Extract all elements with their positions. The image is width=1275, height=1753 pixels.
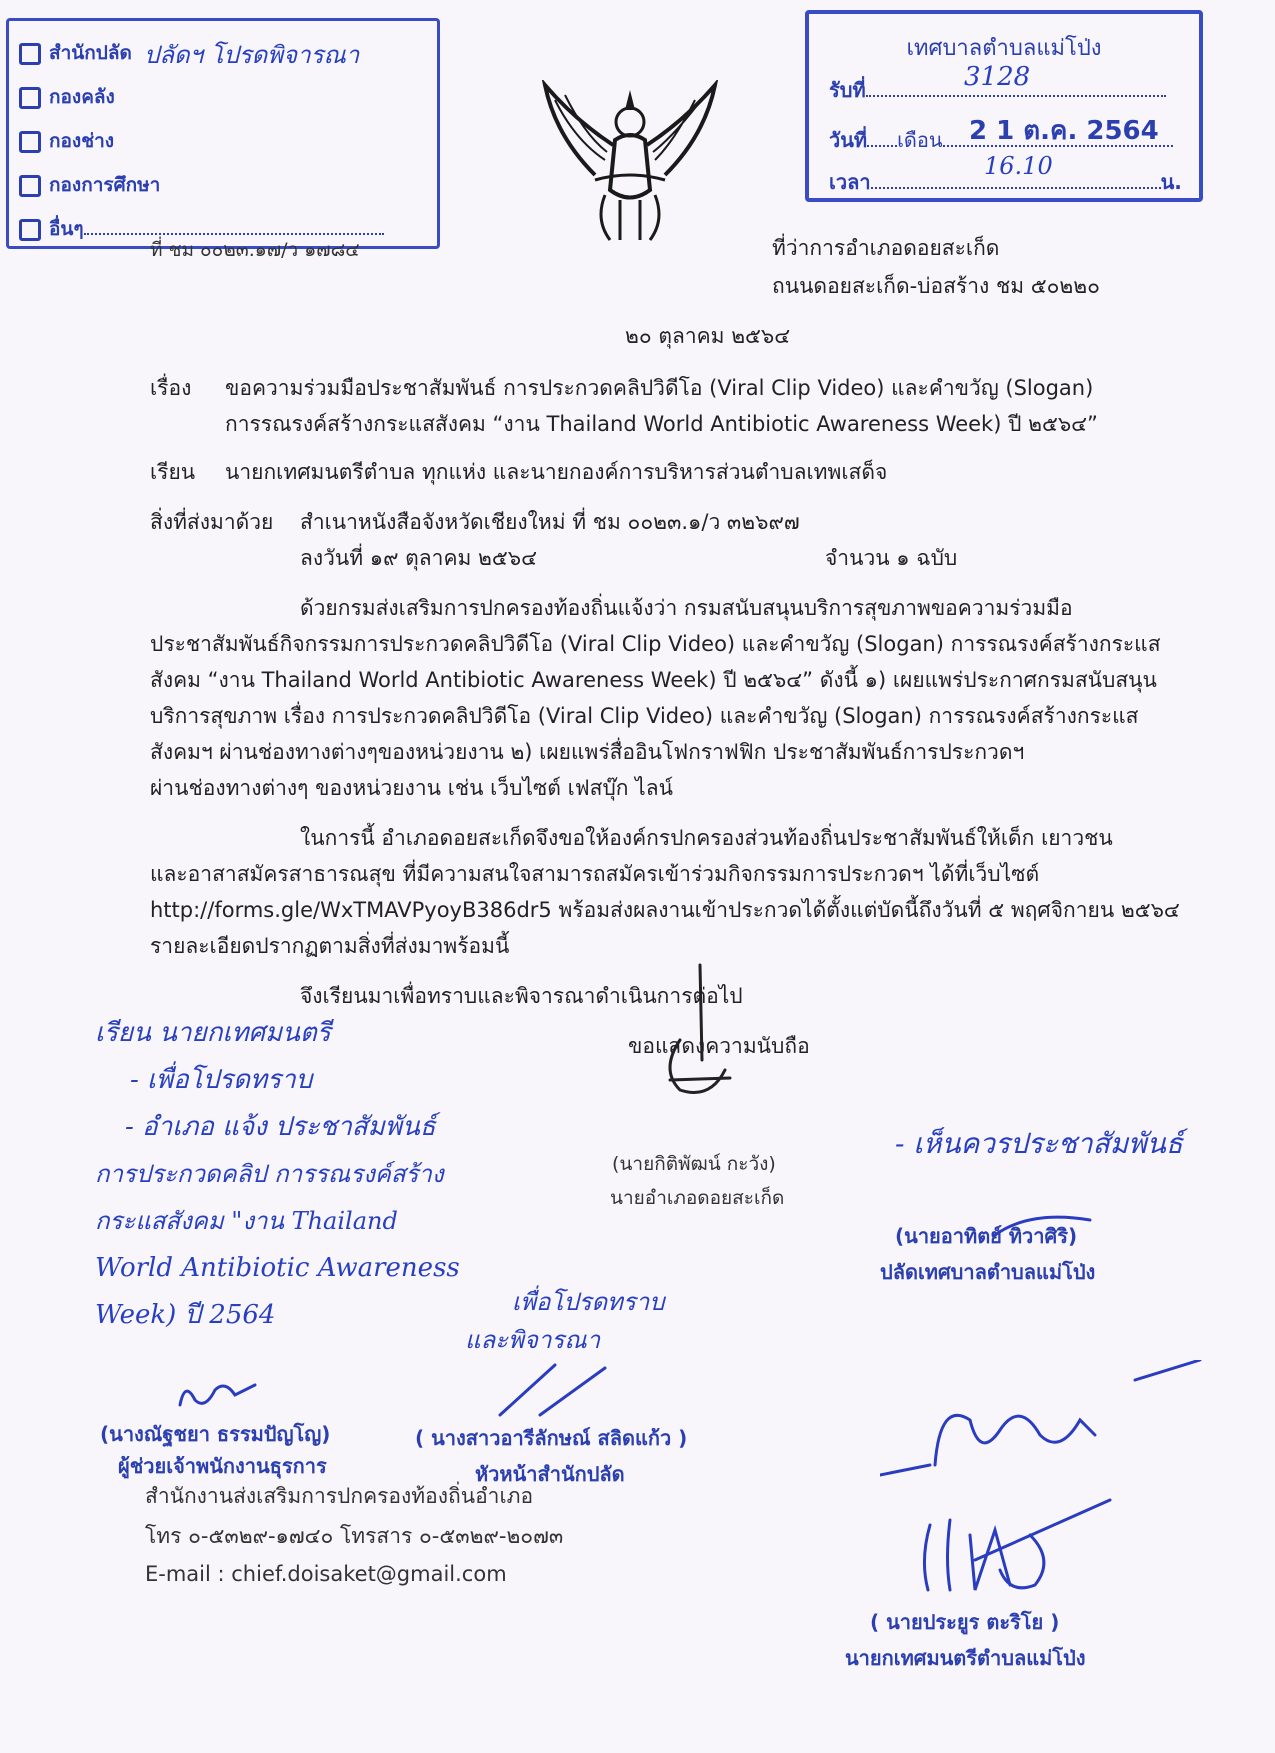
subject-line-1: ขอความร่วมมือประชาสัมพันธ์ การประกวดคลิปวิดีโอ (Viral Clip Video) และคำขวัญ (Slogan) bbox=[225, 376, 1094, 400]
left-signer-title: ผู้ช่วยเจ้าพนักงานธุรการ bbox=[118, 1454, 327, 1478]
left-signature bbox=[175, 1375, 265, 1415]
para-line: รายละเอียดปรากฏตามสิ่งที่ส่งมาพร้อมนี้ bbox=[150, 934, 510, 958]
encl-line-2: ลงวันที่ ๑๙ ตุลาคม ๒๕๖๔ bbox=[300, 546, 537, 570]
issuer-address-2: ถนนดอยสะเก็ด-บ่อสร้าง ชม ๕๐๒๒๐ bbox=[772, 274, 1100, 298]
checkbox-icon bbox=[19, 219, 41, 241]
mid-note-line: เพื่อโปรดทราบ bbox=[512, 1288, 665, 1316]
month-label: เดือน bbox=[897, 128, 943, 152]
routing-item: กองการศึกษา bbox=[19, 163, 384, 207]
to-text: นายกเทศมนตรีตำบล ทุกแห่ง และนายกองค์การบริหารส่วนตำบลเทพเสด็จ bbox=[225, 460, 888, 484]
para-line: และอาสาสมัครสาธารณสุข ที่มีความสนใจสามารถสมัครเข้าร่วมกิจกรรมการประกวดฯ ได้ที่เว็บไซต์ bbox=[150, 862, 1040, 886]
phone: โทร ๐-๕๓๒๙-๑๗๔๐ โทรสาร ๐-๕๓๒๙-๒๐๗๓ bbox=[145, 1524, 564, 1548]
receipt-stamp bbox=[805, 10, 1203, 202]
email: E-mail : chief.doisaket@gmail.com bbox=[145, 1562, 507, 1586]
para-line: ในการนี้ อำเภอดอยสะเก็ดจึงขอให้องค์กรปกครองส่วนท้องถิ่นประชาสัมพันธ์ให้เด็ก เยาวชน bbox=[300, 826, 1113, 850]
left-signer-name: (นางณัฐชยา ธรรมปัญโญ) bbox=[100, 1422, 331, 1446]
ref-no: ที่ ชม ๐๐๒๓.๑๗/ว ๑๗๘๔ bbox=[150, 239, 360, 261]
routing-item: สำนักปลัด bbox=[19, 31, 384, 75]
time-label: เวลา bbox=[829, 170, 871, 194]
office: สำนักงานส่งเสริมการปกครองท้องถิ่นอำเภอ bbox=[145, 1484, 534, 1508]
right-note: - เห็นควรประชาสัมพันธ์ bbox=[895, 1127, 1183, 1160]
paragraph-2 bbox=[150, 820, 1180, 964]
note-line: Week) ปี 2564 bbox=[95, 1300, 276, 1330]
para-line: บริการสุขภาพ เรื่อง การประกวดคลิปวิดีโอ (Viral Clip Video) และคำขวัญ (Slogan) การรณรงค์สร้างกระแส bbox=[150, 704, 1139, 728]
checkbox-icon bbox=[19, 175, 41, 197]
para-line: สังคมฯ ผ่านช่องทางต่างๆของหน่วยงาน ๒) เผยแพร่สื่ออินโฟกราฟฟิก ประชาสัมพันธ์การประกวดฯ bbox=[150, 740, 1025, 764]
garuda-emblem bbox=[535, 80, 725, 250]
encl-line-1: สำเนาหนังสือจังหวัดเชียงใหม่ ที่ ชม ๐๐๒๓.๑/ว ๓๒๖๙๗ bbox=[300, 510, 800, 534]
time-value: 16.10 bbox=[984, 152, 1053, 180]
routing-stamp bbox=[6, 18, 440, 249]
receipt-org: เทศบาลตำบลแม่โป่ง bbox=[906, 36, 1102, 61]
mid-signer-title: หัวหน้าสำนักปลัด bbox=[475, 1462, 625, 1486]
para-line: สังคม “งาน Thailand World Antibiotic Awareness Week) ปี ๒๕๖๔” ดังนี้ ๑) เผยแพร่ประกาศกรมสนับสนุน bbox=[150, 668, 1157, 692]
checkbox-icon bbox=[19, 131, 41, 153]
subject-line-2: การรณรงค์สร้างกระแสสังคม “งาน Thailand World Antibiotic Awareness Week) ปี ๒๕๖๔” bbox=[225, 412, 1098, 436]
regards: ขอแสดงความนับถือ bbox=[628, 1034, 810, 1058]
routing-handwritten: ปลัดฯ โปรดพิจารณา bbox=[144, 41, 360, 69]
mayor-signature bbox=[880, 1360, 1210, 1620]
note-line: เรียน นายกเทศมนตรี bbox=[95, 1018, 331, 1048]
date-label: วันที่ bbox=[829, 128, 868, 152]
time-suffix: น. bbox=[1160, 170, 1182, 194]
note-line: - อำเภอ แจ้ง ประชาสัมพันธ์ bbox=[125, 1112, 436, 1142]
received-no: 3128 bbox=[964, 62, 1031, 92]
note-line: - เพื่อโปรดทราบ bbox=[130, 1065, 313, 1095]
checkbox-icon bbox=[19, 43, 41, 65]
signer-signature bbox=[640, 960, 760, 1140]
note-line: กระแสสังคม "งาน Thailand bbox=[95, 1207, 398, 1235]
note-line: การประกวดคลิป การรณรงค์สร้าง bbox=[95, 1160, 444, 1188]
right-signer-name: (นายอาทิตย์ ทิวาศิริ) bbox=[895, 1224, 1078, 1248]
to-label: เรียน bbox=[150, 460, 196, 484]
letter-date: ๒๐ ตุลาคม ๒๕๖๔ bbox=[625, 324, 791, 348]
date-value: 2 1 ต.ค. 2564 bbox=[969, 116, 1159, 146]
note-line: World Antibiotic Awareness bbox=[95, 1253, 460, 1283]
routing-item: กองช่าง bbox=[19, 119, 384, 163]
mid-signer-name: ( นางสาวอารีลักษณ์ สลิดแก้ว ) bbox=[415, 1426, 688, 1450]
mid-note-line: และพิจารณา bbox=[465, 1326, 601, 1354]
issuer-address-1: ที่ว่าการอำเภอดอยสะเก็ด bbox=[772, 236, 1000, 260]
mayor-signer-title: นายกเทศมนตรีตำบลแม่โป่ง bbox=[845, 1646, 1086, 1670]
closing: จึงเรียนมาเพื่อทราบและพิจารณาดำเนินการต่อไป bbox=[300, 984, 743, 1008]
encl-label: สิ่งที่ส่งมาด้วย bbox=[150, 510, 274, 534]
para-line: http://forms.gle/WxTMAVPyoyB386dr5 พร้อมส่งผลงานเข้าประกวดได้ตั้งแต่บัดนี้ถึงวันที่ ๕ พฤศจิกายน ๒๕๖๔ bbox=[150, 898, 1180, 922]
para-line: ด้วยกรมส่งเสริมการปกครองท้องถิ่นแจ้งว่า กรมสนับสนุนบริการสุขภาพขอความร่วมมือ bbox=[300, 596, 1073, 620]
mayor-signer-name: ( นายประยูร ตะริโย ) bbox=[870, 1610, 1060, 1634]
paragraph-1 bbox=[150, 590, 1161, 806]
encl-count: จำนวน ๑ ฉบับ bbox=[825, 546, 958, 570]
right-signer-title: ปลัดเทศบาลตำบลแม่โป่ง bbox=[880, 1260, 1096, 1284]
checkbox-icon bbox=[19, 87, 41, 109]
para-line: ประชาสัมพันธ์กิจกรรมการประกวดคลิปวิดีโอ (Viral Clip Video) และคำขวัญ (Slogan) การรณรงค์สร้างกระแส bbox=[150, 632, 1161, 656]
signer-title: นายอำเภอดอยสะเก็ด bbox=[610, 1187, 785, 1209]
signer-name: (นายกิติพัฒน์ กะวัง) bbox=[612, 1153, 776, 1175]
mid-signature bbox=[495, 1360, 635, 1420]
received-label: รับที่ bbox=[829, 78, 866, 102]
left-note bbox=[95, 1010, 460, 1339]
subject-label: เรื่อง bbox=[150, 376, 192, 400]
para-line: ผ่านช่องทางต่างๆ ของหน่วยงาน เช่น เว็บไซต์ เฟสบุ๊ก ไลน์ bbox=[150, 776, 673, 800]
routing-item: อื่นๆ bbox=[19, 207, 384, 251]
routing-item: กองคลัง bbox=[19, 75, 384, 119]
